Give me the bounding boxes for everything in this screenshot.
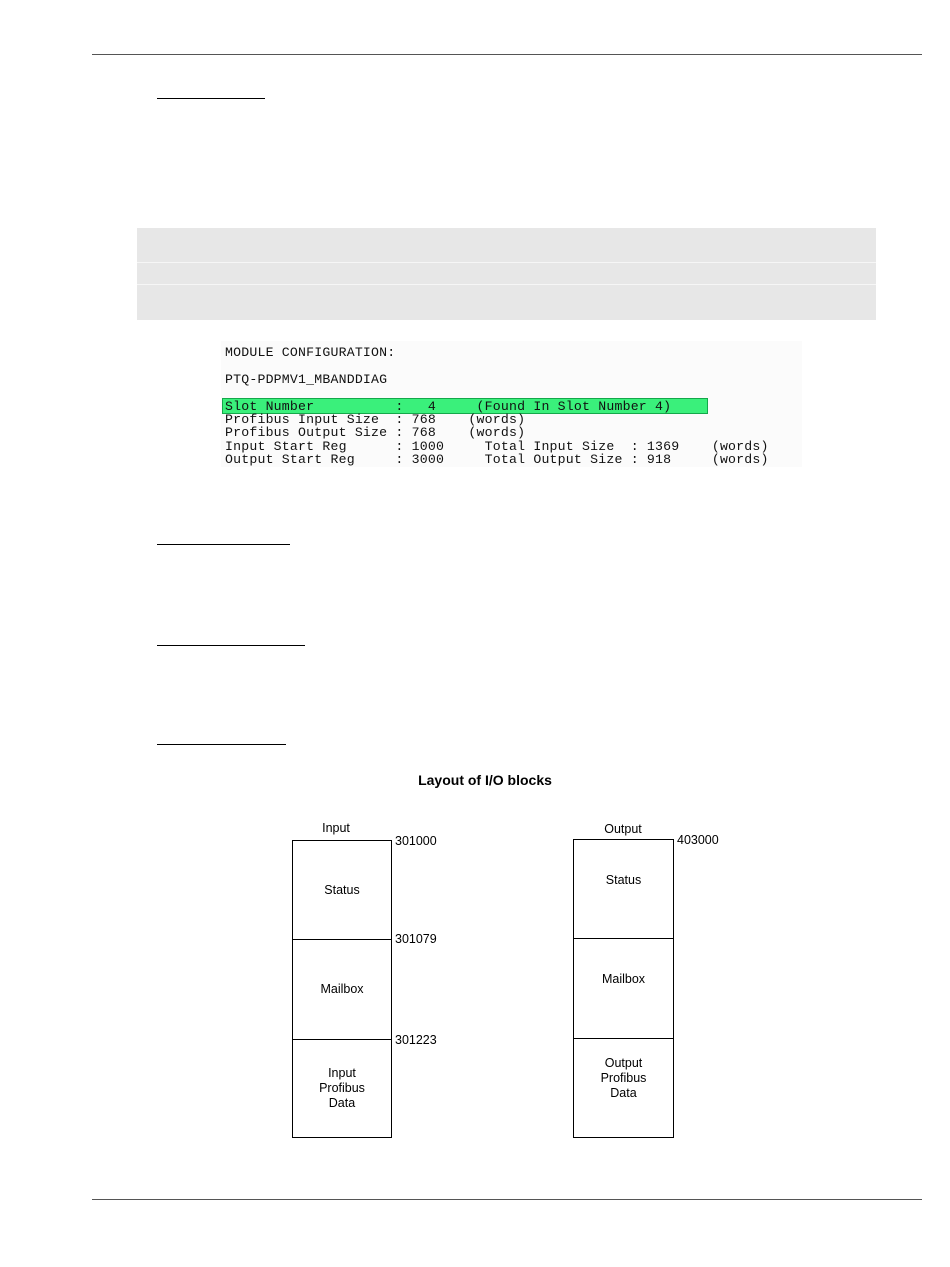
- input-column-label: Input: [322, 821, 350, 835]
- block-label: Profibus: [600, 1071, 647, 1085]
- output-status-block: [573, 839, 674, 939]
- input-address-start: 301000: [395, 834, 437, 848]
- console-line-output-start: Output Start Reg : 3000 Total Output Size : 918 (words): [225, 452, 769, 467]
- block-label: Profibus: [319, 1081, 365, 1095]
- block-label: Status: [324, 882, 360, 897]
- block-label: Status: [605, 873, 642, 887]
- output-address-start: 403000: [677, 833, 719, 847]
- console-line-input-start: Input Start Reg : 1000 Total Input Size : 1369 (words): [225, 439, 769, 454]
- input-profibus-data-block: [292, 1039, 392, 1138]
- output-column-label: Output: [604, 822, 642, 836]
- block-label: Mailbox: [320, 982, 364, 996]
- header-rule: [92, 54, 922, 55]
- block-label: Output: [604, 1056, 643, 1070]
- section-heading-underline: [157, 98, 265, 99]
- block-label: Data: [328, 1096, 356, 1110]
- shaded-note-box: [137, 228, 876, 320]
- section-heading-underline: [157, 544, 290, 545]
- console-line-slot: Slot Number : 4 (Found In Slot Number 4): [225, 399, 672, 414]
- output-profibus-data-block: [573, 1038, 674, 1138]
- console-module-name: PTQ-PDPMV1_MBANDDIAG: [225, 372, 388, 387]
- footer-rule: [92, 1199, 922, 1200]
- input-address-mailbox: 301079: [395, 932, 437, 946]
- input-status-block: [292, 840, 392, 940]
- shaded-row-divider: [137, 262, 876, 263]
- section-heading-underline: [157, 744, 286, 745]
- console-line-input-size: Profibus Input Size : 768 (words): [225, 412, 526, 427]
- console-title: MODULE CONFIGURATION:: [225, 345, 396, 360]
- config-screen-capture: [221, 341, 802, 467]
- input-address-data: 301223: [395, 1033, 437, 1047]
- block-label: Input: [328, 1066, 356, 1080]
- shaded-row-divider: [137, 284, 876, 285]
- output-mailbox-block: [573, 938, 674, 1039]
- input-mailbox-block: [292, 939, 392, 1040]
- console-line-output-size: Profibus Output Size : 768 (words): [225, 425, 526, 440]
- block-label: Mailbox: [601, 972, 646, 986]
- section-heading-underline: [157, 645, 305, 646]
- diagram-title: Layout of I/O blocks: [418, 772, 552, 788]
- block-label: Data: [610, 1086, 637, 1100]
